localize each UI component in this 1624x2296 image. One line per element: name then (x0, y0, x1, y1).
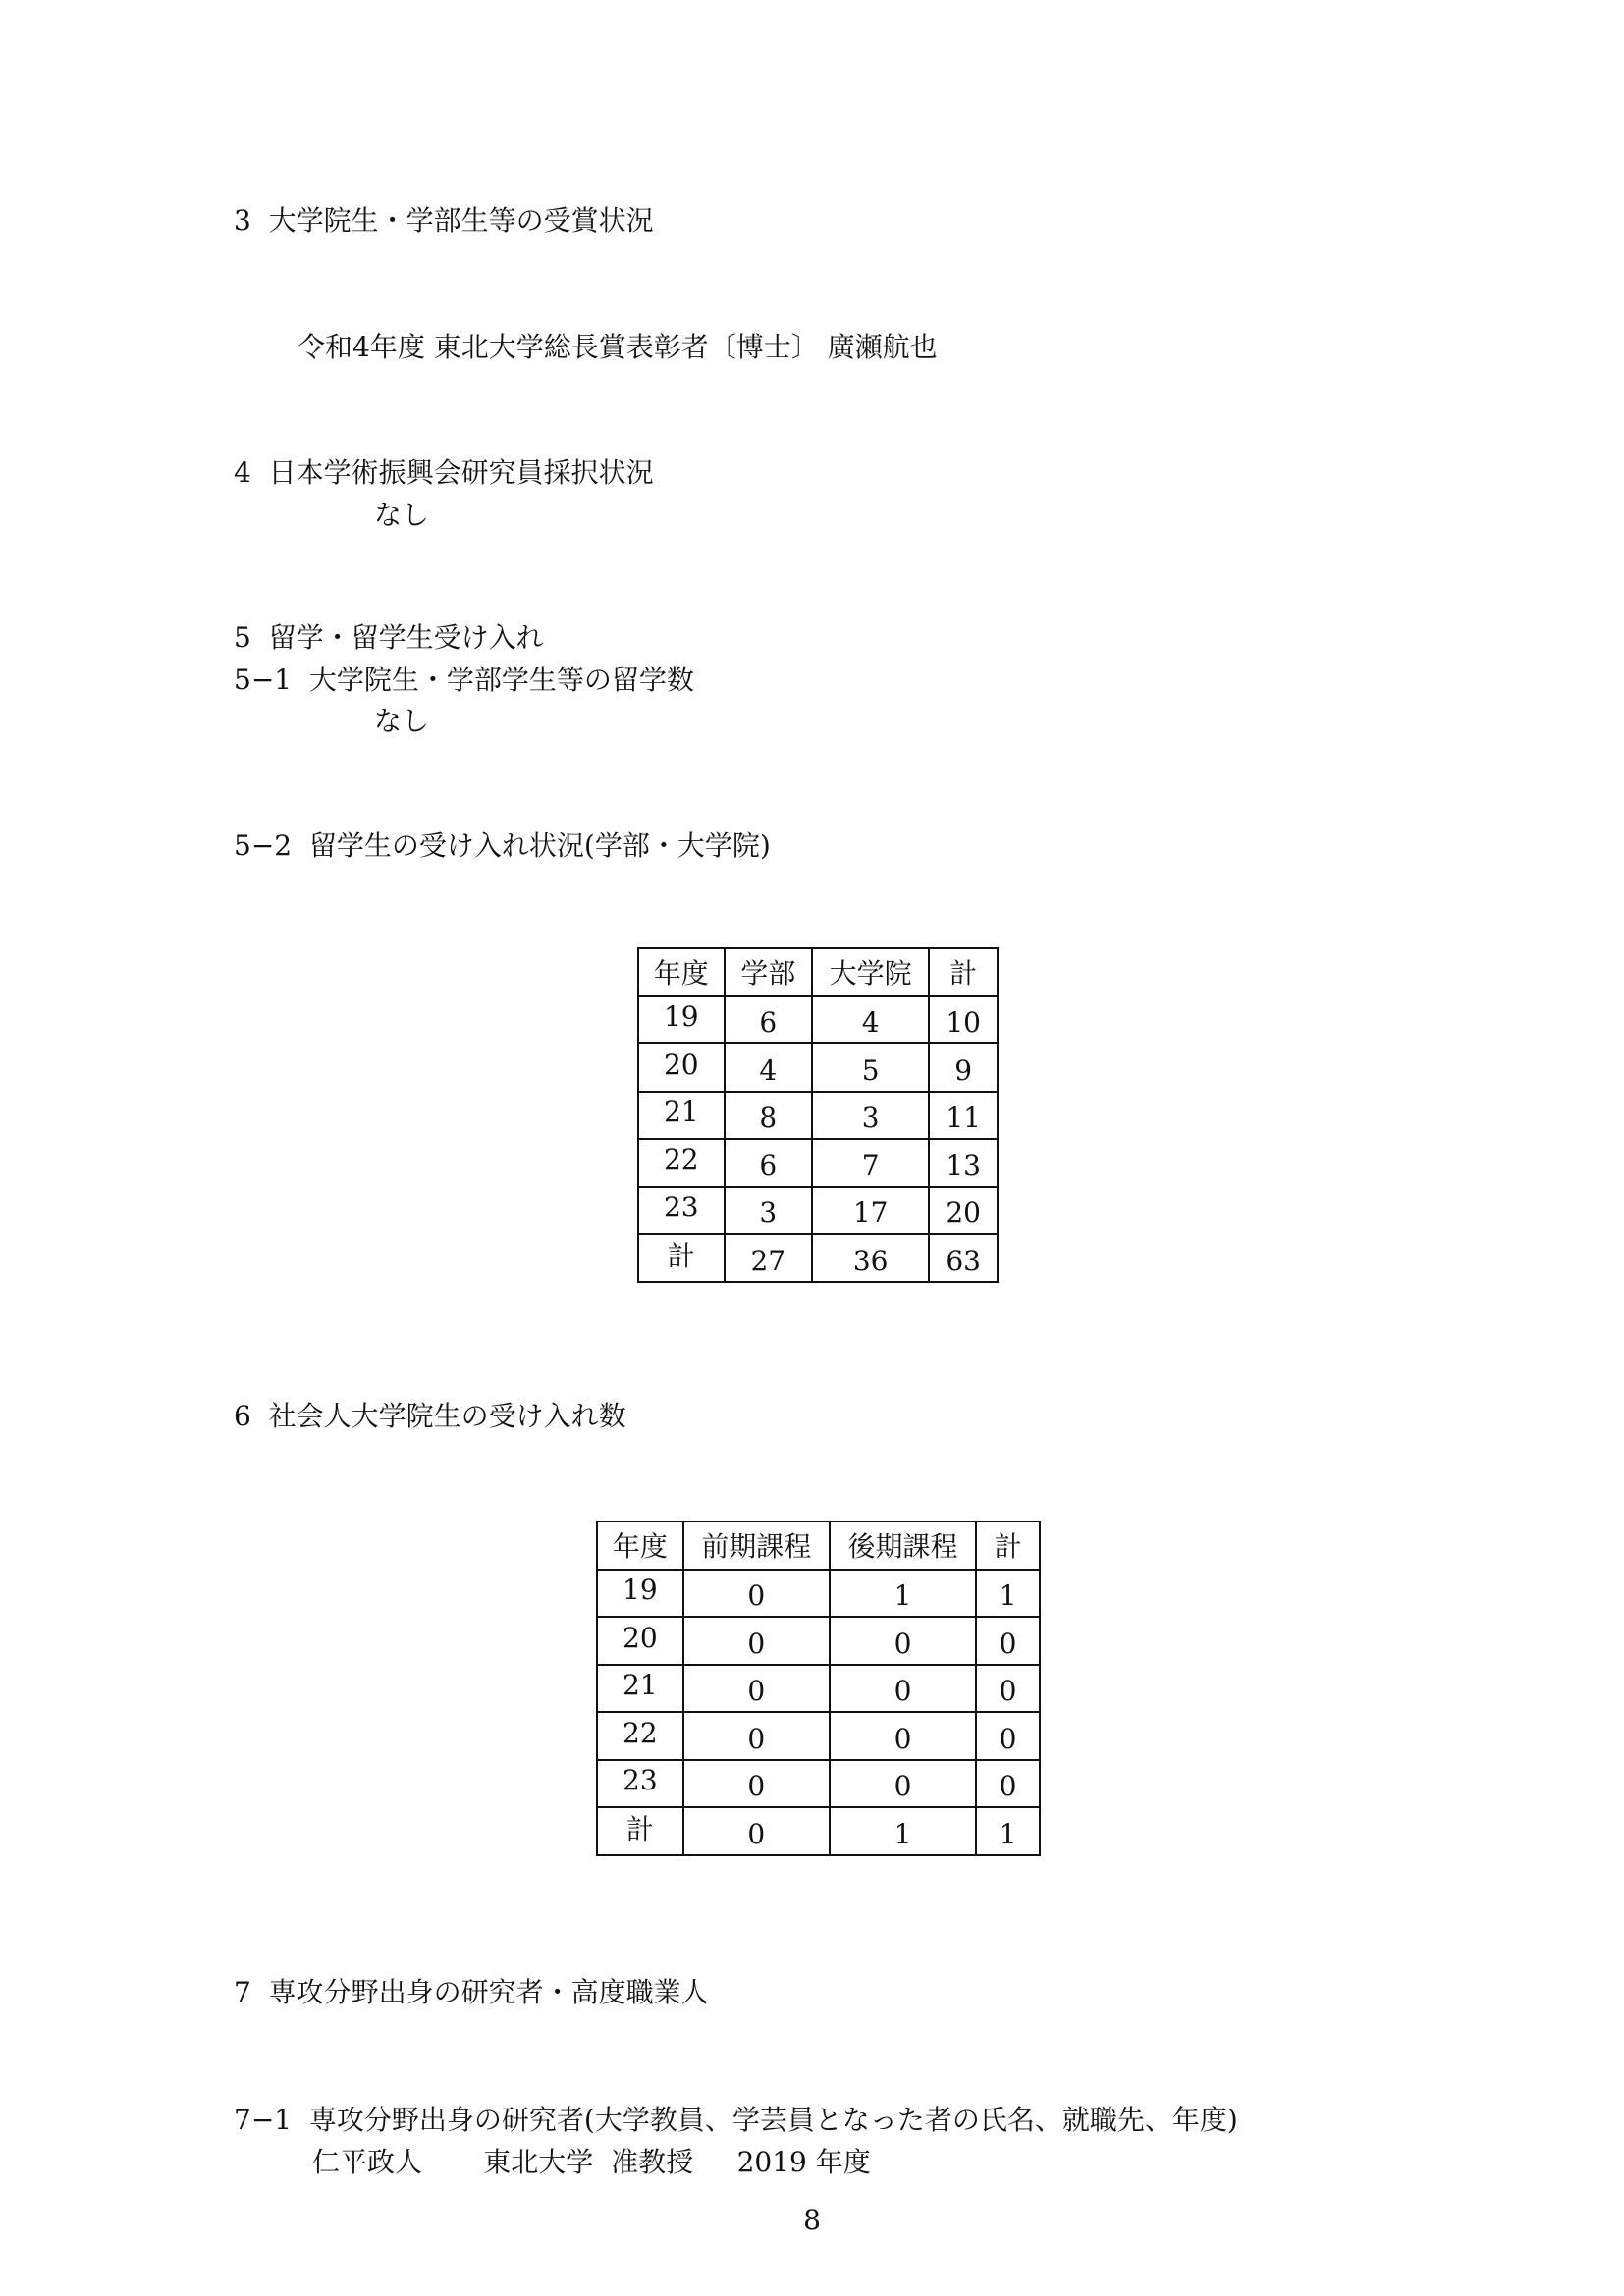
value-cell: 0 (976, 1760, 1040, 1808)
value-cell: 0 (683, 1665, 830, 1713)
table-row (638, 996, 998, 1044)
year-cell: 21 (597, 1665, 683, 1713)
section-5-heading: 5 留学・留学生受け入れ (234, 621, 544, 654)
table-header-cell: 後期課程 (830, 1522, 976, 1570)
researcher-entry: 仁平政人 東北大学 准教授 2019 年度 (312, 2146, 871, 2178)
year-cell: 20 (638, 1043, 725, 1092)
value-cell: 0 (830, 1617, 976, 1665)
table-header-cell: 学部 (725, 948, 813, 996)
year-cell: 計 (638, 1234, 725, 1282)
value-cell: 10 (929, 996, 998, 1044)
value-cell: 5 (812, 1043, 929, 1092)
value-cell: 1 (976, 1807, 1040, 1855)
year-cell: 22 (638, 1139, 725, 1187)
year-cell: 20 (597, 1617, 683, 1665)
table-row (597, 1617, 1040, 1665)
table-row (638, 1234, 998, 1282)
table-row (638, 1187, 998, 1235)
year-cell: 23 (597, 1760, 683, 1808)
value-cell: 6 (725, 996, 813, 1044)
section-5-1-heading: 5−1 大学院生・学部学生等の留学数 (234, 664, 694, 696)
value-cell: 0 (683, 1712, 830, 1760)
table-row (597, 1712, 1040, 1760)
table-header-cell: 計 (929, 948, 998, 996)
section-5-2-heading: 5−2 留学生の受け入れ状況(学部・大学院) (234, 829, 771, 862)
value-cell: 36 (812, 1234, 929, 1282)
international-students-table (637, 947, 999, 1283)
value-cell: 8 (725, 1092, 813, 1140)
section-5-1-value: なし (374, 705, 430, 737)
value-cell: 11 (929, 1092, 998, 1140)
table-header-cell: 大学院 (812, 948, 929, 996)
table-row (638, 1092, 998, 1140)
year-cell: 22 (597, 1712, 683, 1760)
value-cell: 27 (725, 1234, 813, 1282)
value-cell: 17 (812, 1187, 929, 1235)
section-4-value: なし (374, 499, 430, 531)
value-cell: 0 (683, 1617, 830, 1665)
year-cell: 21 (638, 1092, 725, 1140)
value-cell: 0 (683, 1570, 830, 1618)
value-cell: 20 (929, 1187, 998, 1235)
value-cell: 6 (725, 1139, 813, 1187)
value-cell: 1 (830, 1570, 976, 1618)
table-header-cell: 計 (976, 1522, 1040, 1570)
section-6-heading: 6 社会人大学院生の受け入れ数 (234, 1400, 626, 1432)
value-cell: 13 (929, 1139, 998, 1187)
value-cell: 9 (929, 1043, 998, 1092)
section-7-1-heading: 7−1 専攻分野出身の研究者(大学教員、学芸員となった者の氏名、就職先、年度) (234, 2104, 1238, 2136)
value-cell: 3 (812, 1092, 929, 1140)
table-header-cell: 前期課程 (683, 1522, 830, 1570)
table-row (638, 1139, 998, 1187)
value-cell: 0 (976, 1665, 1040, 1713)
value-cell: 3 (725, 1187, 813, 1235)
table-row (597, 1760, 1040, 1808)
year-cell: 計 (597, 1807, 683, 1855)
table-row (597, 1665, 1040, 1713)
page-number: 8 (803, 2204, 821, 2236)
value-cell: 0 (830, 1665, 976, 1713)
value-cell: 0 (976, 1617, 1040, 1665)
value-cell: 1 (830, 1807, 976, 1855)
year-cell: 23 (638, 1187, 725, 1235)
adult-graduate-students-table (596, 1521, 1041, 1856)
award-entry: 令和4年度 東北大学総長賞表彰者〔博士〕 廣瀬航也 (298, 331, 938, 363)
table-header-row (638, 948, 998, 996)
table-row (597, 1570, 1040, 1618)
value-cell: 0 (830, 1760, 976, 1808)
section-7-heading: 7 専攻分野出身の研究者・高度職業人 (234, 1976, 709, 2008)
year-cell: 19 (638, 996, 725, 1044)
table-row (597, 1807, 1040, 1855)
value-cell: 1 (976, 1570, 1040, 1618)
value-cell: 7 (812, 1139, 929, 1187)
value-cell: 63 (929, 1234, 998, 1282)
value-cell: 4 (812, 996, 929, 1044)
table-row (638, 1043, 998, 1092)
table-header-cell: 年度 (597, 1522, 683, 1570)
value-cell: 0 (976, 1712, 1040, 1760)
value-cell: 0 (830, 1712, 976, 1760)
table-header-row (597, 1522, 1040, 1570)
section-3-heading: 3 大学院生・学部生等の受賞状況 (234, 204, 654, 237)
value-cell: 0 (683, 1760, 830, 1808)
table-header-cell: 年度 (638, 948, 725, 996)
year-cell: 19 (597, 1570, 683, 1618)
value-cell: 4 (725, 1043, 813, 1092)
section-4-heading: 4 日本学術振興会研究員採択状況 (234, 456, 654, 489)
value-cell: 0 (683, 1807, 830, 1855)
